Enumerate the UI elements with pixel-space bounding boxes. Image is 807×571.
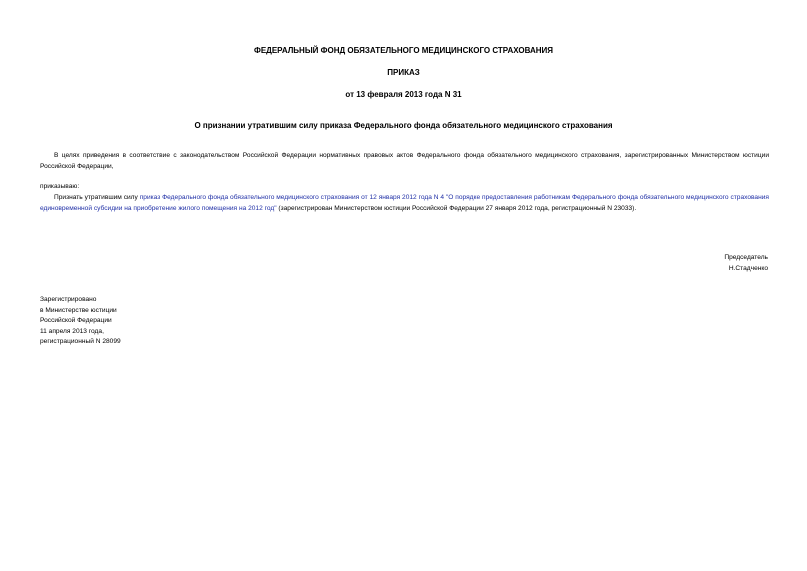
organization-heading: ФЕДЕРАЛЬНЫЙ ФОНД ОБЯЗАТЕЛЬНОГО МЕДИЦИНСКОГО СТРАХОВАНИЯ <box>253 46 553 55</box>
registration-line-2: в Министерстве юстиции <box>40 306 117 314</box>
signature-block <box>724 253 768 274</box>
registration-line-4: 11 апреля 2013 года, <box>40 327 104 335</box>
registration-line-5: регистрационный N 28099 <box>40 338 121 345</box>
decision-text-after: (зарегистрирован Министерством юстиции Российской Федерации 27 января 2012 года, регистрационный N 23033). <box>276 204 637 212</box>
registration-block <box>40 295 121 348</box>
signatory-name: Н.Стадченко <box>728 264 768 272</box>
registration-line-1: Зарегистрировано <box>40 296 97 303</box>
paragraph-order-word: приказываю: <box>40 183 80 190</box>
signatory-position: Председатель <box>724 254 768 261</box>
paragraph-preamble: В целях приведения в соответствие с законодательством Российской Федерации нормативных правовых актов Федерального фонда обязательного медицинского страхования, зарегистрированных Министерством юстиции Российской Федерации, <box>40 152 769 170</box>
registration-line-3: Российской Федерации <box>40 317 112 324</box>
document-subject: О признании утратившим силу приказа Федерального фонда обязательного медицинского страхования <box>194 121 613 130</box>
document-date-number: от 13 февраля 2013 года N 31 <box>345 90 462 99</box>
document-type-heading: ПРИКАЗ <box>387 68 420 77</box>
decision-text-before: Признать утратившим силу <box>54 194 140 201</box>
repealed-order-link[interactable]: приказ Федерального фонда обязательного медицинского страхования от 12 января 2012 года N 4 "О порядке предоставления работникам Федерального фонда обязательного медицинского страхования единовременной субсидии на приобретение жилого помещения на 2012 год" <box>40 194 769 212</box>
paragraph-decision <box>40 193 769 214</box>
